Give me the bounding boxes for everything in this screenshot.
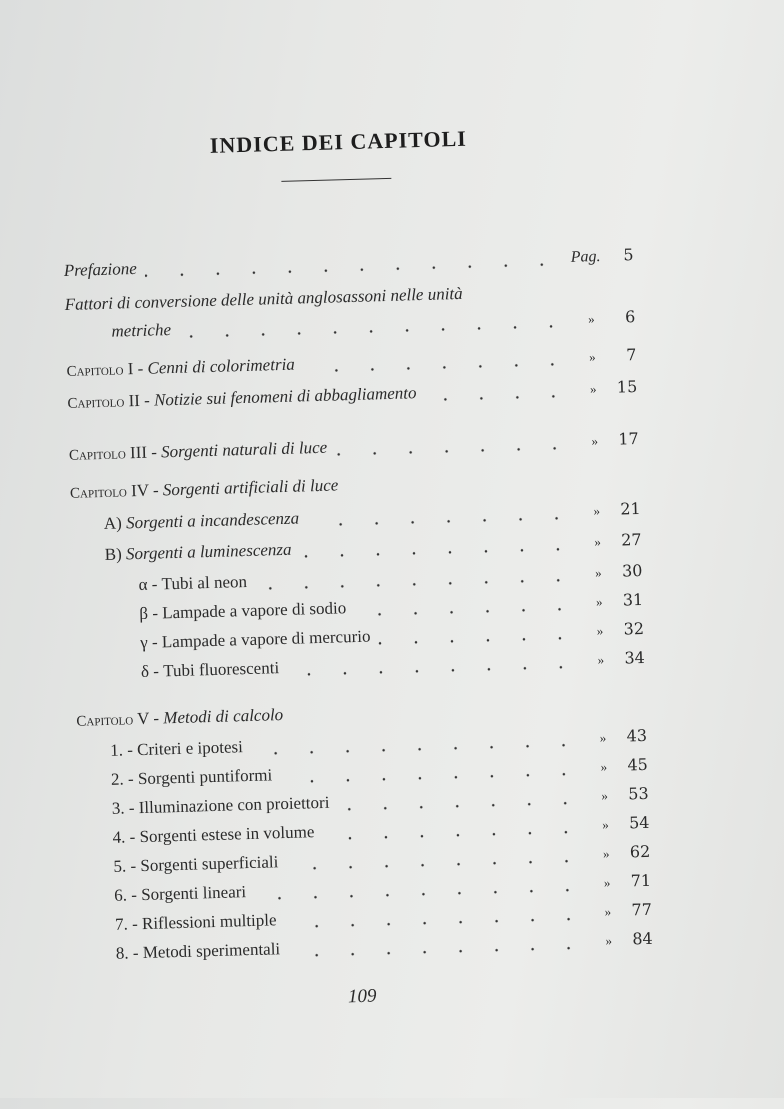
entry-title: Prefazione (63, 258, 138, 280)
page-mark: » (594, 534, 602, 550)
entry-title: Sorgenti puntiformi (137, 765, 273, 789)
chapter-roman: II - (128, 390, 151, 411)
leader-dots (379, 635, 579, 647)
leader-dots (288, 945, 587, 959)
page-number: 30 (621, 560, 643, 581)
section-label: 5. - (113, 856, 137, 876)
chapter-roman: V - (136, 708, 160, 729)
page-mark: » (605, 932, 613, 949)
page-number: 15 (616, 377, 638, 397)
leader-dots (287, 664, 579, 678)
leader-dots (425, 393, 572, 403)
page-mark: » (588, 349, 596, 365)
page-number: 21 (620, 498, 641, 519)
page-mark: » (595, 594, 603, 610)
entry-title: Sorgenti a incandescenza (125, 508, 300, 533)
entry-title: Notizie sui fenomeni di abbagliamento (153, 383, 417, 410)
section-label: 6. - (113, 885, 138, 905)
page-number: 45 (627, 754, 649, 775)
page-mark: » (599, 730, 607, 746)
chapter-prefix: Capitolo (69, 484, 128, 502)
leader-dots (280, 771, 582, 785)
leader-dots (286, 858, 584, 872)
entry-title: Sorgenti artificiali di luce (162, 475, 339, 500)
entry-title: Tubi al neon (161, 572, 248, 594)
page-mark: » (593, 503, 601, 519)
entry-title: Sorgenti lineari (140, 882, 247, 905)
page-mark: » (604, 903, 612, 920)
page-number: 27 (620, 529, 642, 550)
page-number: 7 (625, 345, 637, 365)
leader-dots (338, 800, 583, 813)
page-number: 34 (624, 647, 646, 668)
title-rule (281, 178, 391, 182)
entry-title: Sorgenti superficiali (140, 852, 279, 876)
page-mark: » (600, 759, 608, 775)
leader-dots (285, 916, 587, 930)
entry-title: Riflessioni multiple (141, 910, 277, 934)
chapter-prefix: Capitolo (67, 394, 125, 412)
leader-dots (307, 515, 575, 528)
leader-dots (145, 261, 560, 279)
entry-title: Illuminazione con proiettori (138, 792, 330, 818)
subsection-label: γ - (139, 632, 158, 653)
leader-dots (354, 606, 577, 618)
chapter-prefix: Capitolo (66, 362, 124, 380)
leader-dots (179, 323, 570, 340)
page-mark: » (603, 874, 611, 891)
folio-page-number: 109 (347, 985, 377, 1008)
page-mark: » (596, 623, 604, 639)
leader-dots (322, 829, 583, 842)
entry-title: Sorgenti naturali di luce (160, 437, 328, 462)
leader-dots (300, 546, 576, 560)
section-label: 2. - (110, 769, 134, 789)
section-label: 4. - (112, 827, 136, 847)
page-number: 84 (632, 928, 653, 949)
page-number: 5 (623, 245, 634, 265)
leader-dots (255, 577, 577, 592)
page-number: 6 (624, 307, 636, 327)
section-label: 1. - (109, 740, 134, 760)
subsection-label: β - (139, 603, 159, 624)
chapter-prefix: Capitolo (68, 446, 127, 464)
page-mark: » (589, 381, 597, 397)
entry-title-line1: Fattori di conversione delle unità anglosassoni nelle unità (64, 283, 463, 314)
page-mark: » (597, 652, 605, 668)
section-label: 7. - (114, 914, 138, 934)
page-mark: » (602, 845, 610, 862)
chapter-roman: IV - (130, 480, 159, 501)
section-label: A) (103, 513, 123, 533)
leader-dots (254, 887, 585, 902)
entry-title: Metodi di calcolo (163, 705, 284, 728)
page-number: 32 (623, 618, 645, 639)
entry-title: Criteri e ipotesi (136, 737, 244, 760)
chapter-roman: I - (127, 358, 144, 379)
entry-title: Sorgenti estese in volume (139, 822, 315, 847)
page-number: 53 (628, 783, 649, 804)
leader-dots (303, 361, 571, 374)
entry-title: Lampade a vapore di mercurio (161, 626, 371, 652)
subsection-label: δ - (140, 661, 160, 681)
entry-title-line2: metriche (111, 320, 172, 341)
page-number: 71 (630, 870, 652, 891)
section-label: 3. - (111, 798, 135, 818)
entry-title: Metodi sperimentali (142, 939, 281, 963)
page-mark: » (587, 311, 595, 327)
toc-entry-capitolo-3 (69, 429, 640, 471)
page-mark: » (591, 433, 599, 449)
page-number: 31 (622, 589, 644, 610)
leader-dots (251, 742, 581, 757)
entry-title: Lampade a vapore di sodio (161, 598, 347, 623)
section-label: B) (104, 544, 122, 564)
page-number: 17 (618, 429, 639, 449)
page-number: 43 (626, 725, 648, 746)
entry-title: Tubi fluorescenti (162, 658, 280, 681)
page-mark: » (594, 565, 602, 581)
section-label: 8. - (115, 943, 139, 963)
page-mark: » (602, 816, 609, 833)
page-number: 77 (631, 899, 653, 920)
page-mark: » (601, 788, 609, 804)
leader-dots (335, 445, 573, 458)
page-number: 54 (628, 812, 650, 833)
page-number: 62 (629, 841, 651, 862)
page-title: INDICE DEI CAPITOLI (209, 125, 468, 158)
page-mark: Pag. (570, 248, 601, 266)
entry-title: Cenni di colorimetria (147, 354, 296, 378)
entry-title: Sorgenti a luminescenza (125, 539, 292, 564)
subsection-label: α - (138, 574, 158, 595)
chapter-prefix: Capitolo (76, 712, 134, 730)
chapter-roman: III - (129, 442, 158, 463)
